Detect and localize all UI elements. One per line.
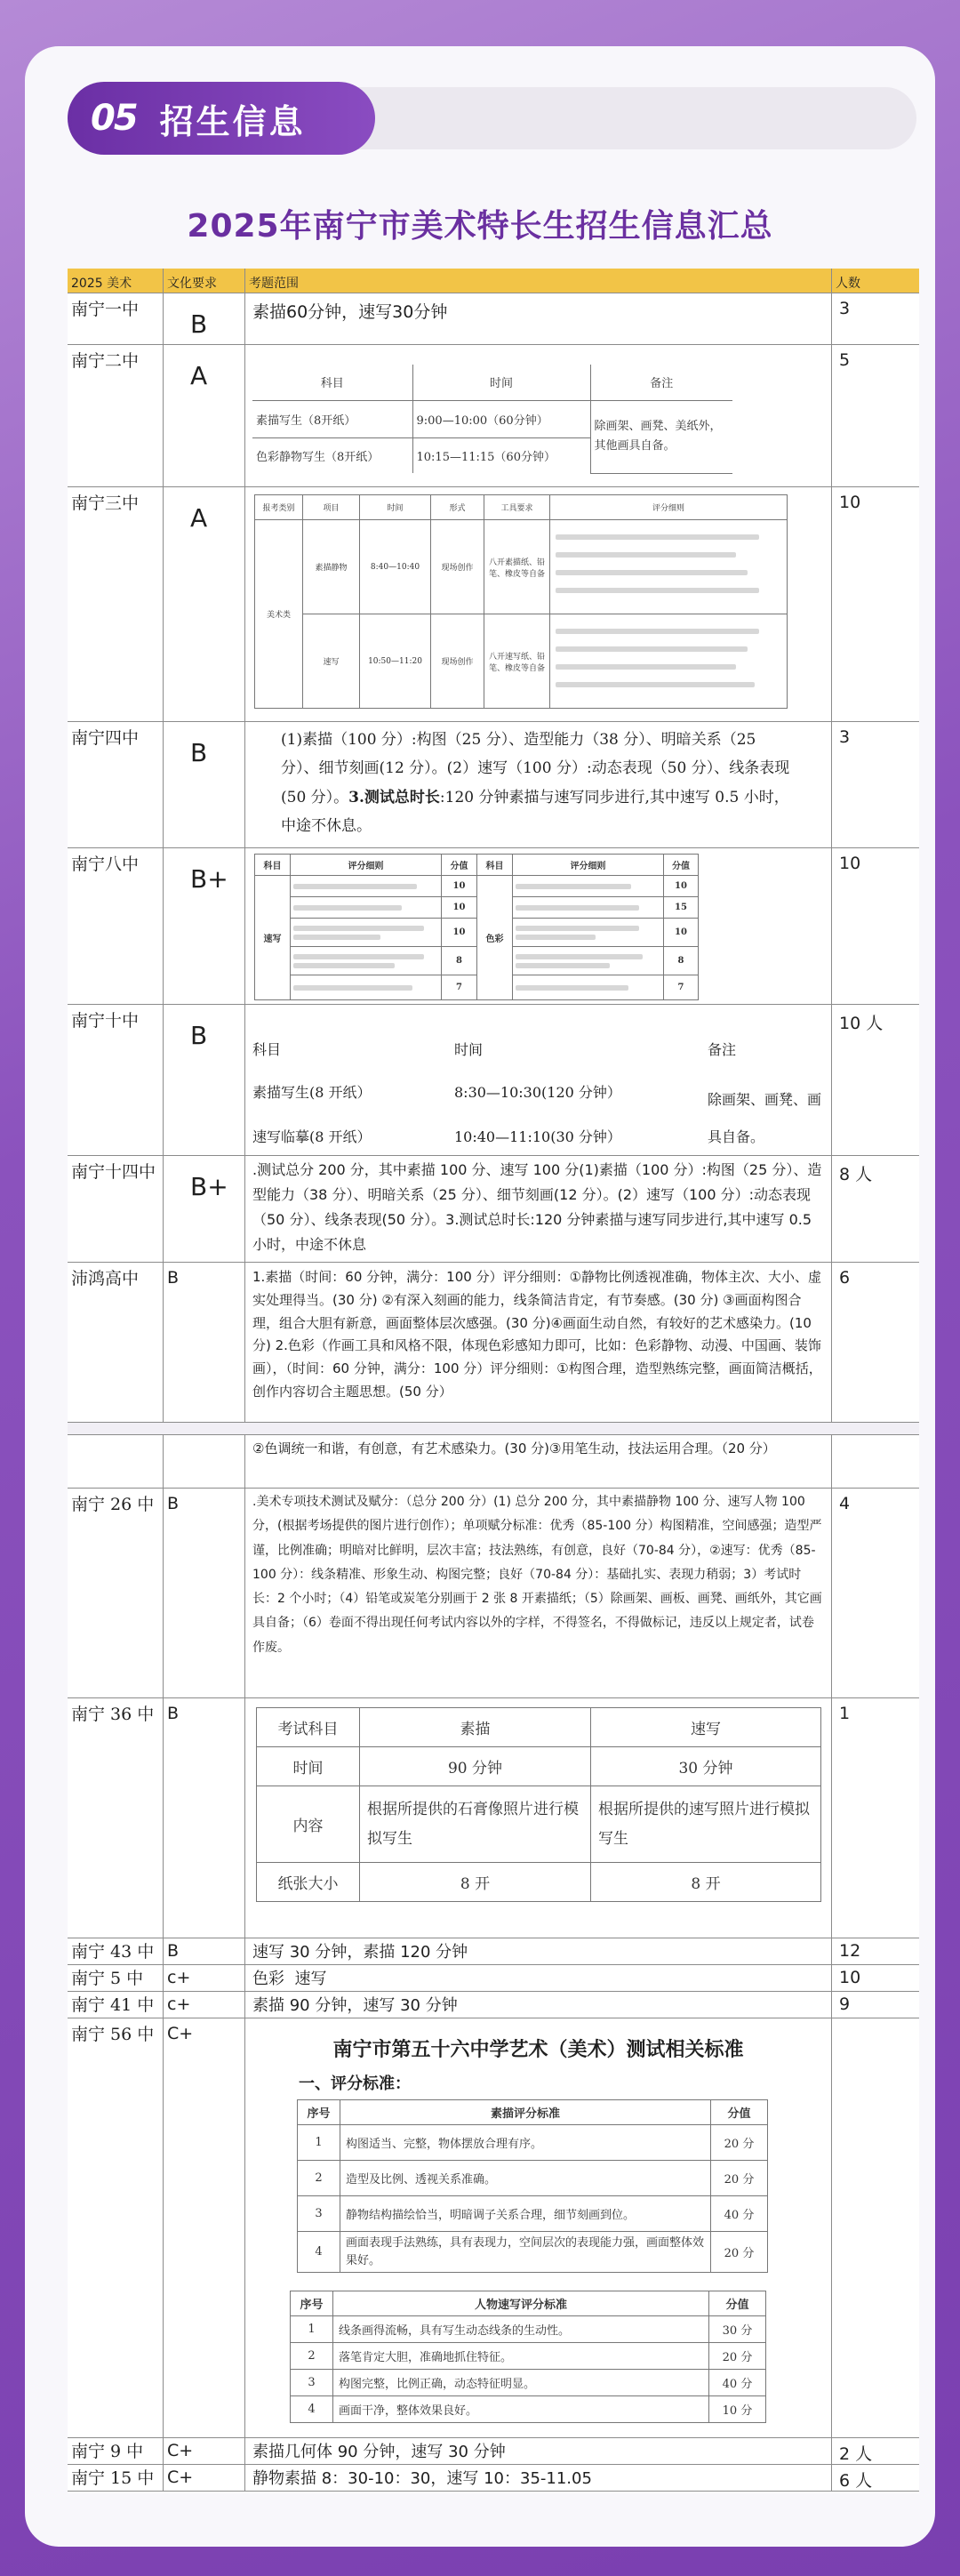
exam-info-table xyxy=(256,1707,821,1902)
score-cell: 20 分 xyxy=(711,2232,768,2273)
enrollment-count: 6 xyxy=(839,1268,851,1288)
exam-scope: 1.素描（时间：60 分钟，满分：100 分）评分细则：①静物比例透视准确，物体主次、大小、虚实处理得当。(30 分) ②有深入刻画的能力，线条简洁肯定，有节奏感。(30 分) ③画面构图合理，组合大胆有新意，画面整体层次感强。(30 分)④画面生动自然，有较好的艺术感染力。(10 分) 2.色彩（作画工具和风格不限，体现色彩感知力即可，比如：色彩静物、动漫、中国画、装饰画），（时间：60 分钟，满分：100 分）评分细则：①构图合理，造型熟练完整，画面简洁概括，创作内容切合主题思想。(50 分） xyxy=(245,1263,832,1422)
grade-requirement: B xyxy=(164,1263,245,1422)
table-row xyxy=(68,1698,919,1938)
grade-requirement: B+ xyxy=(164,848,245,1004)
time-cell: 10:50—11:20 xyxy=(360,614,431,709)
index-cell: 4 xyxy=(291,2396,333,2423)
enrollment-count: 10 xyxy=(839,854,861,873)
note-cell: 除画架、画凳、画具自备。 xyxy=(708,1091,822,1145)
criteria-cell: 静物结构描绘恰当，明暗调子关系合理，细节刻画到位。 xyxy=(340,2196,711,2232)
sketch-scoring-table xyxy=(297,2099,768,2273)
table-row xyxy=(68,293,919,345)
col-header: 报考类别 xyxy=(255,495,303,520)
school-name: 南宁八中 xyxy=(68,848,164,1004)
score-cell: 8 xyxy=(442,947,477,975)
header-school: 2025 美术 xyxy=(68,269,164,293)
subject-cell: 素描写生（8开纸） xyxy=(252,400,412,437)
col-header: 项目 xyxy=(303,495,360,520)
col-header: 分值 xyxy=(711,2100,768,2125)
col-header: 评分细则 xyxy=(513,855,664,876)
standard-subtitle: 一、评分标准： xyxy=(299,2074,411,2093)
exam-scope xyxy=(245,2018,832,2437)
school-name: 南宁二中 xyxy=(68,345,164,486)
exam-scope xyxy=(245,1005,832,1155)
quick-sketch-cell: 30 分钟 xyxy=(591,1747,821,1786)
score-cell: 30 分 xyxy=(709,2316,766,2343)
enrollment-count: 9 xyxy=(839,1994,851,2014)
score-cell: 20 分 xyxy=(709,2343,766,2370)
enrollment-count: 8 人 xyxy=(839,1165,873,1184)
index-cell: 2 xyxy=(298,2161,340,2196)
col-header: 时间 xyxy=(360,495,431,520)
grade-requirement: B xyxy=(164,1489,245,1697)
grade-requirement: B xyxy=(164,1698,245,1938)
section-pill xyxy=(68,82,375,155)
school-name: 南宁 36 中 xyxy=(68,1698,164,1938)
subject-cell: 速写临摹(8 开纸） xyxy=(252,1128,372,1145)
score-cell: 15 xyxy=(664,897,699,919)
subject-cell: 色彩 xyxy=(477,876,513,1000)
col-header: 科目 xyxy=(477,855,513,876)
exam-scope: .美术专项技术测试及赋分：（总分 200 分）(1) 总分 200 分，其中素描静物 100 分、速写人物 100 分，(根据考场提供的图片进行创作）；单项赋分标准：优秀（85-100 分）构图精准，空间感强；造型严谨，比例准确；明暗对比鲜明，层次丰富；技法熟练，有创意，良好（70-84 分），②速写：优秀（85-100 分）：线条精准、形象生动、构图完整；良好（70-84 分）：基础扎实、表现力稍弱；3）考试时长：2 个小时；（4）铅笔或炭笔分别画于 2 张 8 开素描纸；（5）除画架、画板、画凳、画纸外，其它画具自备；（6）卷面不得出现任何考试内容以外的字样，不得签名，不得做标记，违反以上规定者，试卷作废。 xyxy=(245,1489,832,1697)
criteria-cell: 构图适当、完整，物体摆放合理有序。 xyxy=(340,2125,711,2161)
score-cell: 7 xyxy=(442,975,477,1000)
tools-cell: 八开速写纸、铅笔、橡皮等自备 xyxy=(484,614,550,709)
exam-scope xyxy=(245,722,832,847)
col-header: 考试科目 xyxy=(257,1708,360,1747)
col-header: 科目 xyxy=(252,365,412,400)
grade-requirement: A xyxy=(164,487,245,721)
scope-text: :120 分钟素描与速写同步进行,其中速写 0.5 小时，中途不休息。 xyxy=(281,788,789,835)
index-cell: 2 xyxy=(291,2343,333,2370)
enrollment-count: 12 xyxy=(839,1941,861,1961)
index-cell: 3 xyxy=(298,2196,340,2232)
exam-scope xyxy=(245,345,832,486)
table-row xyxy=(68,345,919,487)
school-name: 南宁 41 中 xyxy=(68,1992,164,2018)
scoring-notes xyxy=(550,614,788,709)
table-row xyxy=(68,487,919,722)
school-name: 南宁 56 中 xyxy=(68,2018,164,2437)
category-cell: 美术类 xyxy=(255,520,303,709)
subject-cell: 色彩静物写生（8开纸） xyxy=(252,437,412,473)
col-header: 素描评分标准 xyxy=(340,2100,711,2125)
exam-scope xyxy=(245,848,832,1004)
col-header: 人物速写评分标准 xyxy=(333,2291,709,2316)
quick-sketch-cell: 根据所提供的速写照片进行模拟写生 xyxy=(591,1786,821,1863)
criteria-cell: 落笔肯定大胆，准确地抓住特征。 xyxy=(333,2343,709,2370)
enrollment-count: 10 xyxy=(839,1968,861,1987)
enrollment-count xyxy=(832,2018,919,2437)
col-header: 素描 xyxy=(360,1708,591,1747)
grade-requirement: B xyxy=(164,722,245,847)
score-cell: 7 xyxy=(664,975,699,1000)
grade-requirement: B xyxy=(164,1005,245,1155)
index-cell: 3 xyxy=(291,2370,333,2396)
table-row xyxy=(68,2465,919,2492)
col-header: 备注 xyxy=(590,365,732,400)
subject-cell: 速写 xyxy=(255,876,291,1000)
score-cell: 10 xyxy=(664,876,699,897)
exam-scope: 色彩 速写 xyxy=(245,1965,832,1991)
time-cell: 8:30—10:30(120 分钟） xyxy=(454,1084,621,1101)
time-cell: 8:40—10:40 xyxy=(360,520,431,614)
index-cell: 1 xyxy=(291,2316,333,2343)
table-row xyxy=(68,1489,919,1698)
section-number: 05 xyxy=(91,98,137,139)
grade-requirement: c+ xyxy=(164,1992,245,2018)
note-cell: 除画架、画凳、美纸外，其他画具自备。 xyxy=(590,400,732,473)
school-name: 南宁十中 xyxy=(68,1005,164,1155)
criteria-cell: 线条画得流畅，具有写生动态线条的生动性。 xyxy=(333,2316,709,2343)
col-header: 分值 xyxy=(664,855,699,876)
score-cell: 20 分 xyxy=(711,2125,768,2161)
content-card xyxy=(25,46,935,2547)
form-cell: 现场创作 xyxy=(431,614,484,709)
score-cell: 10 xyxy=(442,897,477,919)
table-row xyxy=(68,722,919,848)
admission-table xyxy=(68,269,919,2493)
score-cell: 10 xyxy=(442,919,477,947)
sketch-cell: 8 开 xyxy=(360,1863,591,1902)
index-cell: 4 xyxy=(298,2232,340,2273)
table-row xyxy=(68,1992,919,2018)
header-count: 人数 xyxy=(836,277,860,291)
tools-cell: 八开素描纸、铅笔、橡皮等自备 xyxy=(484,520,550,614)
score-cell: 40 分 xyxy=(711,2196,768,2232)
col-header: 形式 xyxy=(431,495,484,520)
table-row xyxy=(68,1156,919,1263)
col-header: 序号 xyxy=(298,2100,340,2125)
exam-scope: 静物素描 8：30-10：30，速写 10：35-11.05 xyxy=(245,2465,832,2491)
exam-scope: 素描60分钟，速写30分钟 xyxy=(245,293,832,344)
enrollment-count: 2 人 xyxy=(839,2444,873,2464)
item-cell: 速写 xyxy=(303,614,360,709)
table-row xyxy=(68,2018,919,2438)
exam-schedule-table xyxy=(252,365,732,474)
scoring-detail-table xyxy=(254,494,788,709)
item-cell: 素描静物 xyxy=(303,520,360,614)
grade-requirement: B xyxy=(164,1938,245,1964)
quick-sketch-cell: 8 开 xyxy=(591,1863,821,1902)
school-name: 南宁十四中 xyxy=(68,1156,164,1262)
exam-scope: 素描 90 分钟，速写 30 分钟 xyxy=(245,1992,832,2018)
school-name: 南宁 9 中 xyxy=(68,2438,164,2464)
exam-scope: 素描几何体 90 分钟，速写 30 分钟 xyxy=(245,2438,832,2464)
criteria-cell: 构图完整，比例正确，动态特征明显。 xyxy=(333,2370,709,2396)
school-name: 南宁三中 xyxy=(68,487,164,721)
grade-requirement: c+ xyxy=(164,1965,245,1991)
criteria-cell: 造型及比例、透视关系准确。 xyxy=(340,2161,711,2196)
time-cell: 10:40—11:10(30 分钟） xyxy=(454,1128,621,1145)
scoring-notes xyxy=(550,520,788,614)
col-header: 科目 xyxy=(255,855,291,876)
exam-scope: 速写 30 分钟，素描 120 分钟 xyxy=(245,1938,832,1964)
table-row xyxy=(68,1965,919,1992)
col-header: 评分细则 xyxy=(550,495,788,520)
enrollment-count: 5 xyxy=(839,350,851,370)
section-label: 招生信息 xyxy=(159,101,306,141)
school-name: 沛鸿高中 xyxy=(68,1263,164,1422)
subject-cell: 素描写生(8 开纸） xyxy=(252,1084,372,1101)
sketch-cell: 根据所提供的石膏像照片进行模拟写生 xyxy=(360,1786,591,1863)
school-name: 南宁 43 中 xyxy=(68,1938,164,1964)
scope-text: (1)素描（100 分）:构图（25 分）、造型能力（38 分）、明暗关系（25 分）、细节刻画(12 分）。(2）速写（100 分）:动态表现（50 分）、线条表现(50 分）。 xyxy=(281,731,790,807)
table-row xyxy=(68,1435,919,1489)
score-cell: 10 分 xyxy=(709,2396,766,2423)
page-title: 2025年南宁市美术特长生招生信息汇总 xyxy=(187,208,773,245)
enrollment-count: 1 xyxy=(839,1704,851,1723)
table-row xyxy=(68,848,919,1005)
enrollment-count: 4 xyxy=(839,1494,851,1513)
col-header: 工具要求 xyxy=(484,495,550,520)
col-header: 科目 xyxy=(252,1041,282,1058)
criteria-cell: 画面表现手法熟练，具有表现力，空间层次的表现能力强，画面整体效果好。 xyxy=(340,2232,711,2273)
row-label: 内容 xyxy=(257,1786,360,1863)
form-cell: 现场创作 xyxy=(431,520,484,614)
table-row xyxy=(68,1005,919,1156)
col-header: 时间 xyxy=(412,365,590,400)
school-name: 南宁一中 xyxy=(68,293,164,344)
score-cell: 10 xyxy=(442,876,477,897)
grade-requirement: C+ xyxy=(164,2018,245,2437)
enrollment-count: 3 xyxy=(839,299,851,318)
row-label: 时间 xyxy=(257,1747,360,1786)
exam-scope: .测试总分 200 分，其中素描 100 分、速写 100 分(1)素描（100 分）:构图（25 分）、造型能力（38 分）、明暗关系（25 分）、细节刻画(12 分）。(2）速写（100 分）:动态表现（50 分）、线条表现(50 分）。3.测试总时长:120 分钟素描与速写同步进行,其中速写 0.5 小时，中途不休息 xyxy=(245,1156,832,1262)
enrollment-count: 3 xyxy=(839,727,851,747)
sketch-cell: 90 分钟 xyxy=(360,1747,591,1786)
grade-requirement: B xyxy=(164,293,245,344)
col-header: 分值 xyxy=(709,2291,766,2316)
col-header: 备注 xyxy=(708,1041,737,1058)
score-cell: 40 分 xyxy=(709,2370,766,2396)
time-cell: 9:00—10:00（60分钟） xyxy=(412,400,590,437)
grade-requirement: C+ xyxy=(164,2438,245,2464)
criteria-cell: 画面干净，整体效果良好。 xyxy=(333,2396,709,2423)
grade-requirement: C+ xyxy=(164,2465,245,2491)
score-cell: 8 xyxy=(664,947,699,975)
table-row xyxy=(68,1263,919,1423)
school-name: 南宁 26 中 xyxy=(68,1489,164,1697)
header-grade: 文化要求 xyxy=(164,269,245,293)
col-header: 时间 xyxy=(454,1041,484,1058)
table-header xyxy=(68,269,919,293)
standard-title: 南宁市第五十六中学艺术（美术）测试相关标准 xyxy=(332,2039,744,2061)
grade-requirement: B+ xyxy=(164,1156,245,1262)
figure-sketch-scoring-table xyxy=(290,2291,766,2423)
exam-scope xyxy=(245,1698,832,1938)
score-cell: 10 xyxy=(664,919,699,947)
enrollment-count: 10 人 xyxy=(839,1014,884,1033)
col-header: 评分细则 xyxy=(291,855,442,876)
col-header: 序号 xyxy=(291,2291,333,2316)
enrollment-count: 10 xyxy=(839,493,861,512)
index-cell: 1 xyxy=(298,2125,340,2161)
page-break xyxy=(68,1423,919,1435)
time-cell: 10:15—11:15（60分钟） xyxy=(412,437,590,473)
exam-scope xyxy=(245,487,832,721)
table-row xyxy=(68,2438,919,2465)
school-name: 南宁 15 中 xyxy=(68,2465,164,2491)
col-header: 分值 xyxy=(442,855,477,876)
row-label: 纸张大小 xyxy=(257,1863,360,1902)
enrollment-count: 6 人 xyxy=(839,2471,873,2491)
exam-scope-continued: ②色调统一和谐，有创意，有艺术感染力。(30 分)③用笔生动，技法运用合理。（20 分） xyxy=(245,1435,832,1488)
scoring-detail-table xyxy=(254,854,699,1000)
score-cell: 20 分 xyxy=(711,2161,768,2196)
header-scope: 考题范围 xyxy=(245,269,832,293)
col-header: 速写 xyxy=(591,1708,821,1747)
scope-text-bold: 3.测试总时长 xyxy=(348,788,440,807)
school-name: 南宁 5 中 xyxy=(68,1965,164,1991)
school-name: 南宁四中 xyxy=(68,722,164,847)
grade-requirement: A xyxy=(164,345,245,486)
table-row xyxy=(68,1938,919,1965)
